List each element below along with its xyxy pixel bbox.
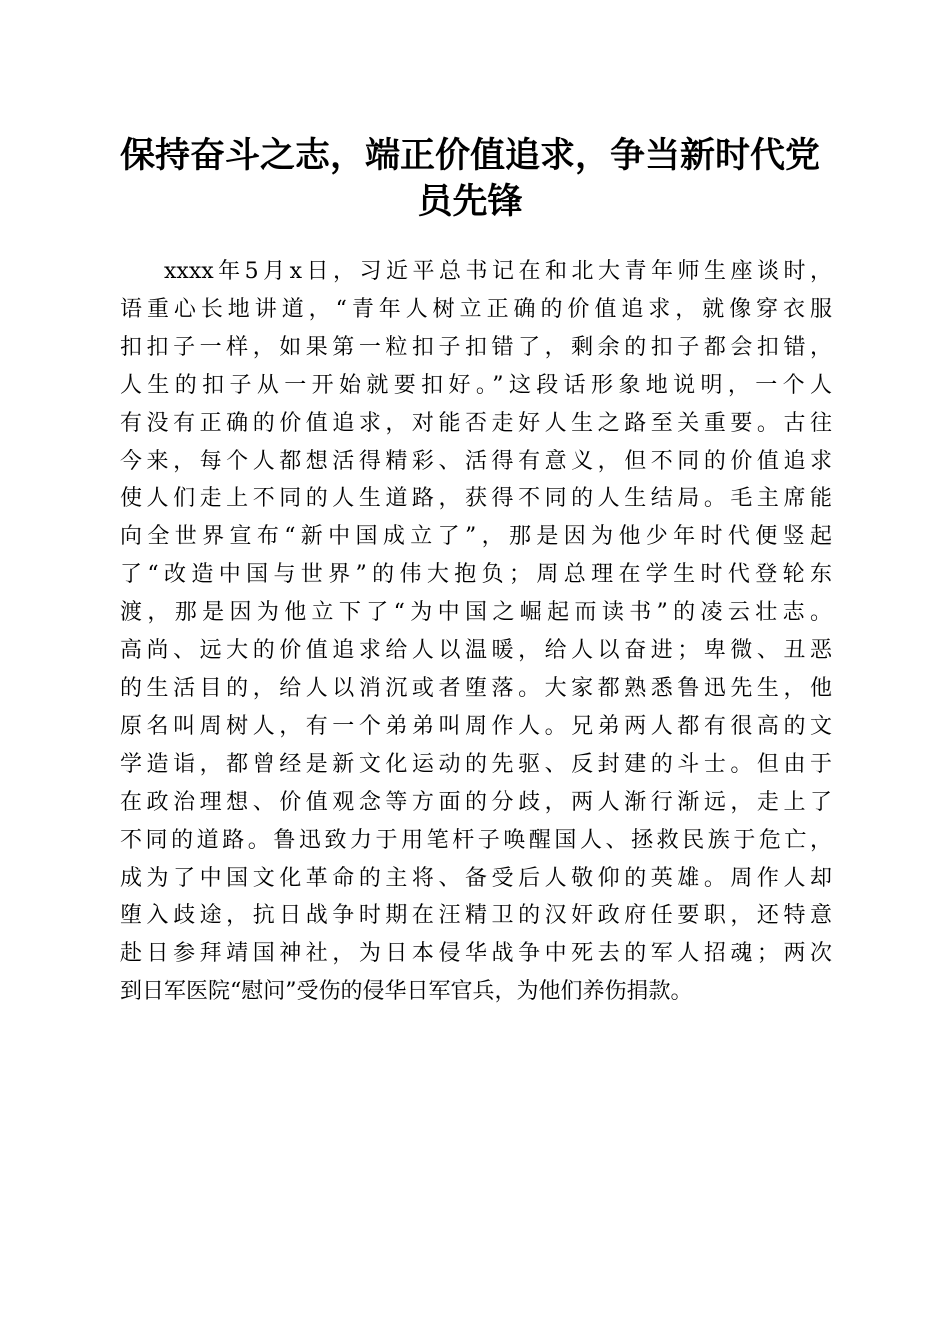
body-line: 原名叫周树人，有一个弟弟叫周作人。兄弟两人都有很高的文: [120, 713, 832, 739]
body-paragraph: [120, 253, 832, 1011]
body-line: 赴日参拜靖国神社，为日本侵华战争中死去的军人招魂；两次: [120, 941, 832, 967]
body-line: 堕入歧途，抗日战争时期在汪精卫的汉奸政府任要职，还特意: [120, 903, 832, 929]
body-line: 语重心长地讲道，“青年人树立正确的价值追求，就像穿衣服: [120, 296, 832, 322]
body-line: 到日军医院“慰问”受伤的侵华日军官兵，为他们养伤捐款。: [120, 979, 693, 1005]
body-line: 人生的扣子从一开始就要扣好。”这段话形象地说明，一个人: [120, 372, 832, 398]
document-title: 保持奋斗之志，端正价值追求，争当新时代党员先锋: [119, 135, 820, 222]
body-line: 不同的道路。鲁迅致力于用笔杆子唤醒国人、拯救民族于危亡，: [120, 827, 832, 853]
body-line: 学造诣，都曾经是新文化运动的先驱、反封建的斗士。但由于: [120, 751, 832, 777]
body-line: 向全世界宣布“新中国成立了”，那是因为他少年时代便竖起: [120, 524, 832, 550]
body-line: 有没有正确的价值追求，对能否走好人生之路至关重要。古往: [120, 410, 832, 436]
body-line: xxxx年5月x日，习近平总书记在和北大青年师生座谈时，: [164, 259, 832, 284]
body-line: 扣扣子一样，如果第一粒扣子扣错了，剩余的扣子都会扣错，: [120, 334, 832, 360]
body-line: 了“改造中国与世界”的伟大抱负；周总理在学生时代登轮东: [120, 562, 832, 588]
body-line: 在政治理想、价值观念等方面的分歧，两人渐行渐远，走上了: [120, 789, 832, 815]
body-line: 使人们走上不同的人生道路，获得不同的人生结局。毛主席能: [120, 486, 832, 512]
body-line: 的生活目的，给人以消沉或者堕落。大家都熟悉鲁迅先生，他: [120, 675, 832, 701]
body-line: 渡，那是因为他立下了“为中国之崛起而读书”的凌云壮志。: [120, 600, 832, 626]
body-line: 成为了中国文化革命的主将、备受后人敬仰的英雄。周作人却: [120, 865, 832, 891]
body-line: 今来，每个人都想活得精彩、活得有意义，但不同的价值追求: [120, 448, 832, 474]
body-line: 高尚、远大的价值追求给人以温暖，给人以奋进；卑微、丑恶: [120, 638, 832, 664]
